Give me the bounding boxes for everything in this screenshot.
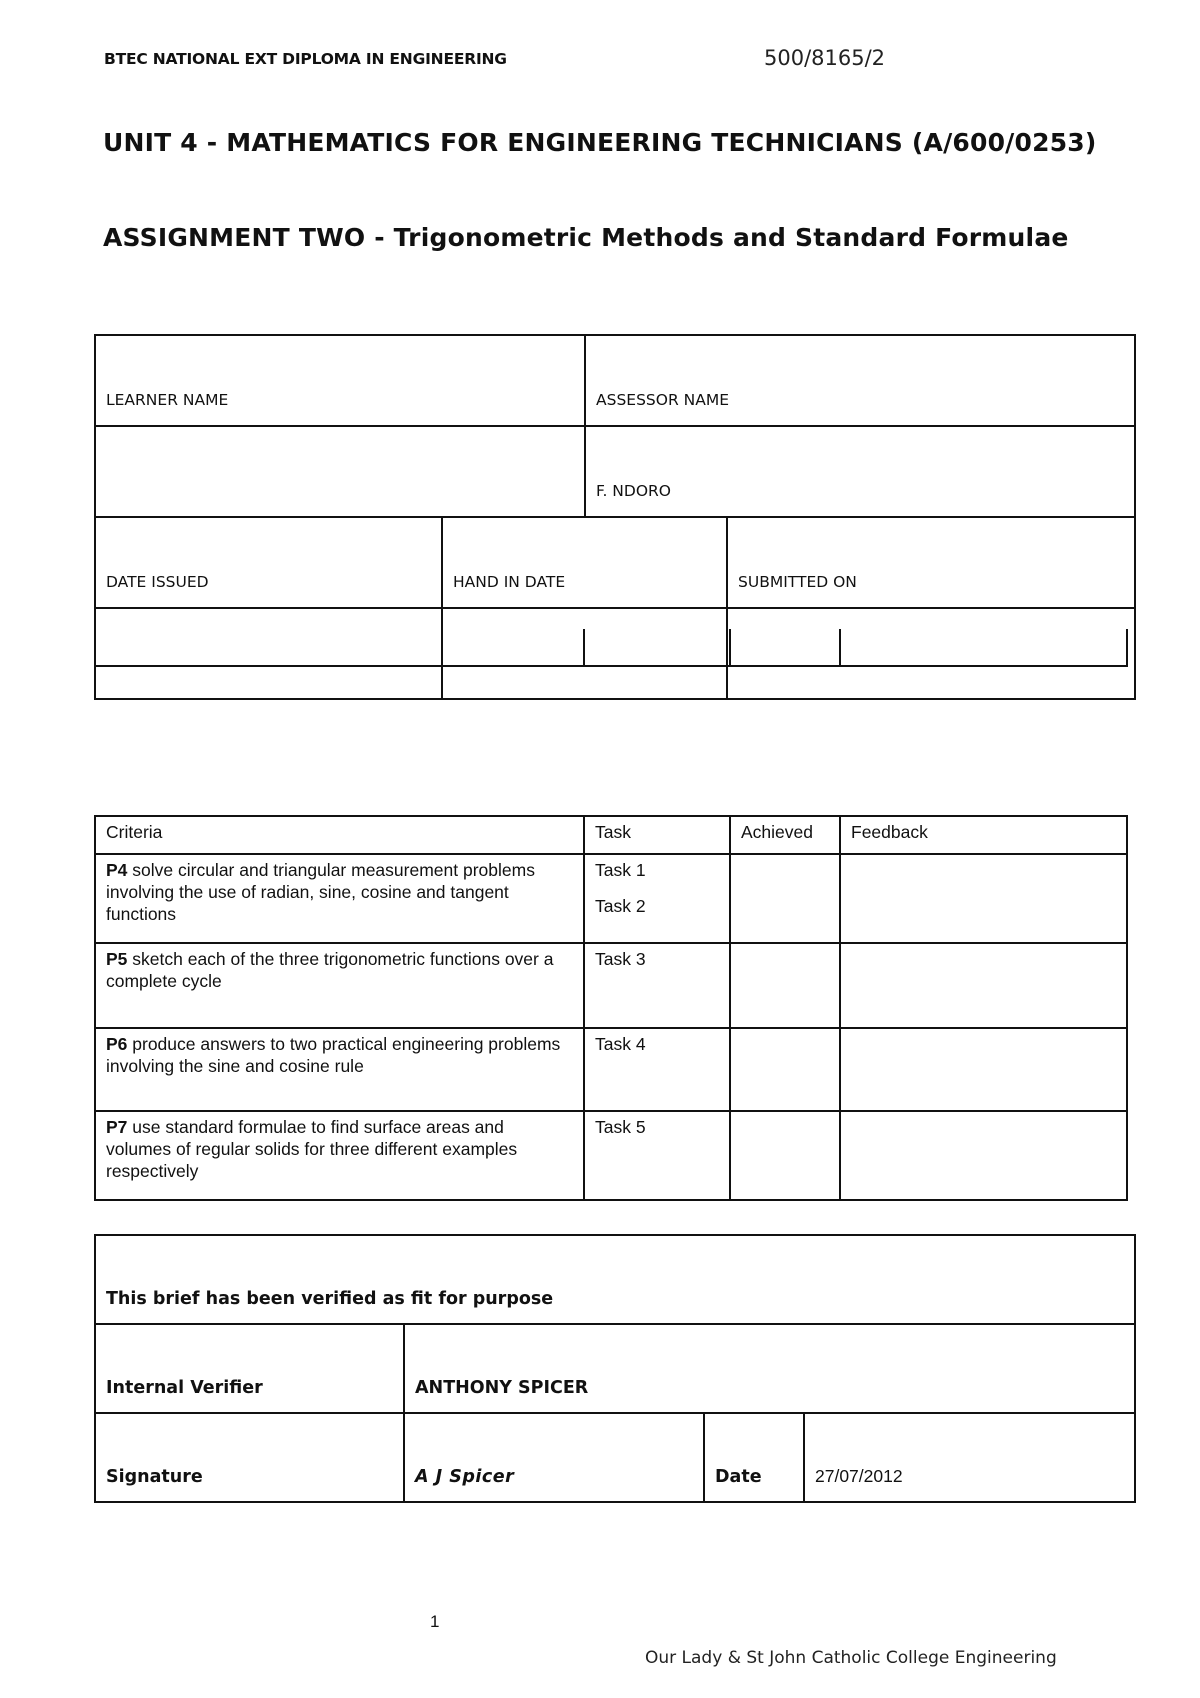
signature-label: Signature <box>95 1413 404 1502</box>
task-cell <box>584 854 730 943</box>
hand-in-date-label: HAND IN DATE <box>442 517 727 608</box>
feedback-header: Feedback <box>840 816 1127 854</box>
task-label: Task 1 <box>595 860 646 880</box>
assessor-name-value: F. NDORO <box>585 426 1135 517</box>
assignment-title: ASSIGNMENT TWO - Trigonometric Methods and Standard Formulae <box>103 223 1069 252</box>
feedback-cell[interactable] <box>840 1028 1127 1111</box>
achieved-cell[interactable] <box>730 943 840 1028</box>
achieved-cell[interactable] <box>730 854 840 943</box>
empty-spacer-row <box>94 629 1126 667</box>
task-cell <box>584 1111 730 1200</box>
internal-verifier-value: ANTHONY SPICER <box>404 1324 1135 1413</box>
learner-name-field[interactable] <box>95 426 585 517</box>
task-label: Task 2 <box>595 896 646 916</box>
footer-text: Our Lady & St John Catholic College Engineering <box>645 1648 1057 1668</box>
table-row <box>95 1028 1127 1111</box>
criteria-text: produce answers to two practical engineering problems involving the sine and cosine rule <box>106 1034 561 1076</box>
table-row <box>95 943 1127 1028</box>
criteria-code: P5 <box>106 949 128 969</box>
page-number: 1 <box>430 1612 440 1631</box>
criteria-cell <box>95 854 584 943</box>
criteria-text: solve circular and triangular measurement problems involving the use of radian, sine, cosine and tangent functions <box>106 860 535 924</box>
internal-verifier-label: Internal Verifier <box>95 1324 404 1413</box>
criteria-table <box>94 815 1128 1201</box>
task-header: Task <box>584 816 730 854</box>
achieved-header: Achieved <box>730 816 840 854</box>
criteria-cell <box>95 943 584 1028</box>
criteria-code: P4 <box>106 860 128 880</box>
course-title: BTEC NATIONAL EXT DIPLOMA IN ENGINEERING <box>104 50 507 68</box>
achieved-cell[interactable] <box>730 1028 840 1111</box>
task-label: Task 4 <box>595 1034 646 1054</box>
criteria-code: P6 <box>106 1034 128 1054</box>
date-label: Date <box>704 1413 804 1502</box>
table-row <box>95 854 1127 943</box>
learner-name-label: LEARNER NAME <box>95 335 585 426</box>
assessor-name-label: ASSESSOR NAME <box>585 335 1135 426</box>
task-cell <box>584 943 730 1028</box>
task-label: Task 3 <box>595 949 646 969</box>
achieved-cell[interactable] <box>730 1111 840 1200</box>
date-issued-label: DATE ISSUED <box>95 517 442 608</box>
task-cell <box>584 1028 730 1111</box>
criteria-text: use standard formulae to find surface areas and volumes of regular solids for three different examples respectively <box>106 1117 518 1181</box>
signature-value: A J Spicer <box>404 1413 704 1502</box>
criteria-header: Criteria <box>95 816 584 854</box>
criteria-cell <box>95 1111 584 1200</box>
table-row <box>95 1111 1127 1200</box>
criteria-code: P7 <box>106 1117 128 1137</box>
feedback-cell[interactable] <box>840 854 1127 943</box>
feedback-cell[interactable] <box>840 943 1127 1028</box>
verification-table <box>94 1234 1136 1503</box>
feedback-cell[interactable] <box>840 1111 1127 1200</box>
task-label: Task 5 <box>595 1117 646 1137</box>
date-value: 27/07/2012 <box>804 1413 1135 1502</box>
course-code: 500/8165/2 <box>764 46 886 70</box>
verification-statement: This brief has been verified as fit for purpose <box>95 1235 1135 1324</box>
criteria-text: sketch each of the three trigonometric functions over a complete cycle <box>106 949 554 991</box>
criteria-cell <box>95 1028 584 1111</box>
unit-title: UNIT 4 - MATHEMATICS FOR ENGINEERING TECHNICIANS (A/600/0253) <box>103 128 1097 157</box>
submitted-on-label: SUBMITTED ON <box>727 517 1135 608</box>
